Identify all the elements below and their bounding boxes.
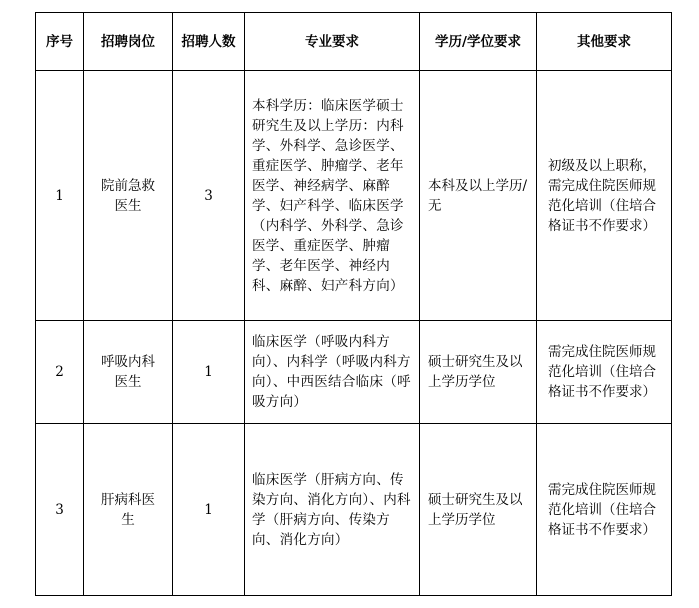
row-count bbox=[173, 424, 245, 596]
row-major bbox=[245, 424, 420, 596]
position-value: 呼吸内科医生 bbox=[101, 354, 155, 390]
other-value: 需完成住院医师规范化培训（住培合格证书不作要求） bbox=[548, 344, 656, 400]
header-row bbox=[36, 13, 672, 71]
row-position bbox=[84, 321, 173, 424]
table-row bbox=[36, 71, 672, 321]
row-seq bbox=[36, 321, 84, 424]
row-education bbox=[420, 71, 537, 321]
header-education: 学历/学位要求 bbox=[420, 13, 537, 71]
seq-value: 1 bbox=[55, 187, 64, 204]
major-value: 本科学历：临床医学硕士研究生及以上学历：内科学、外科学、急诊医学、重症医学、肿瘤学、老年医学、神经病学、麻醉学、妇产科学、临床医学（内科学、外科学、急诊医学、重症医学、肿瘤学、老年医学、神经内科、麻醉、妇产科方向） bbox=[252, 97, 404, 294]
position-value: 肝病科医生 bbox=[101, 491, 155, 528]
row-other bbox=[537, 321, 672, 424]
other-value: 需完成住院医师规范化培训（住培合格证书不作要求） bbox=[548, 481, 656, 538]
header-seq: 序号 bbox=[36, 13, 84, 71]
education-value: 硕士研究生及以上学历学位 bbox=[428, 354, 523, 390]
count-value: 1 bbox=[204, 501, 213, 518]
count-value: 1 bbox=[204, 364, 213, 380]
row-major bbox=[245, 71, 420, 321]
header-position: 招聘岗位 bbox=[84, 13, 173, 71]
header-count: 招聘人数 bbox=[173, 13, 245, 71]
row-position bbox=[84, 71, 173, 321]
seq-value: 3 bbox=[55, 501, 64, 518]
row-education bbox=[420, 321, 537, 424]
table-row bbox=[36, 424, 672, 596]
row-education bbox=[420, 424, 537, 596]
row-seq bbox=[36, 71, 84, 321]
position-value: 院前急救医生 bbox=[101, 177, 155, 214]
row-count bbox=[173, 321, 245, 424]
row-position bbox=[84, 424, 173, 596]
header-major: 专业要求 bbox=[245, 13, 420, 71]
row-other bbox=[537, 424, 672, 596]
header-other: 其他要求 bbox=[537, 13, 672, 71]
seq-value: 2 bbox=[55, 364, 64, 380]
major-value: 临床医学（呼吸内科方向）、内科学（呼吸内科方向）、中西医结合临床（呼吸方向） bbox=[252, 334, 411, 410]
row-count bbox=[173, 71, 245, 321]
row-major bbox=[245, 321, 420, 424]
education-value: 本科及以上学历/无 bbox=[428, 177, 528, 214]
count-value: 3 bbox=[204, 187, 213, 204]
recruitment-table bbox=[35, 12, 672, 596]
other-value: 初级及以上职称，需完成住院医师规范化培训（住培合格证书不作要求） bbox=[548, 157, 656, 234]
table-row bbox=[36, 321, 672, 424]
education-value: 硕士研究生及以上学历学位 bbox=[428, 491, 523, 528]
row-seq bbox=[36, 424, 84, 596]
row-other bbox=[537, 71, 672, 321]
major-value: 临床医学（肝病方向、传染方向、消化方向）、内科学（肝病方向、传染方向、消化方向） bbox=[252, 471, 411, 548]
